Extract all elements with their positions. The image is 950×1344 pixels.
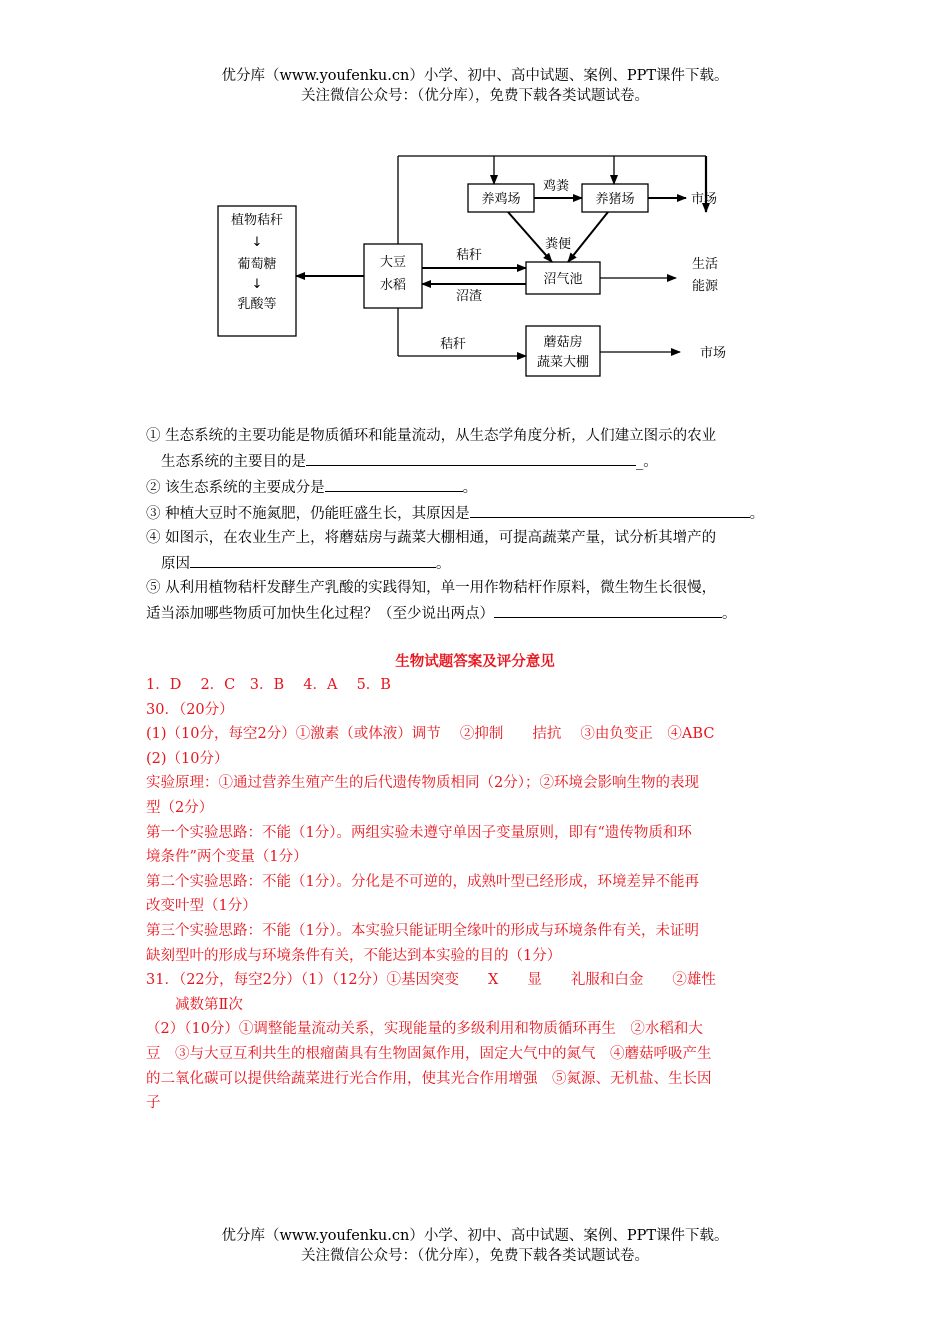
- question-4: [146, 526, 814, 576]
- straw-label-2: 秸秆: [440, 337, 467, 352]
- header-line-1: 优分库（www.youfenku.cn）小学、初中、高中试题、案例、PPT课件下载。: [221, 68, 729, 84]
- question-3-end: 。: [749, 506, 765, 522]
- answer-line: 30．（20分）: [146, 701, 234, 718]
- answers-block: [146, 673, 814, 1116]
- manure-label: 粪便: [545, 237, 572, 252]
- answer-blank-1[interactable]: [306, 448, 636, 466]
- chain-straw: 植物秸秆: [230, 213, 284, 228]
- answer-line: （2）（10分）①调整能量流动关系，实现能量的多级利用和物质循环再生 ②水稻和大: [146, 1021, 703, 1038]
- question-5-end: 。: [722, 606, 737, 622]
- question-4-end: 。: [436, 556, 451, 572]
- question-3-text: ③ 种植大豆时不施氮肥，仍能旺盛生长，其原因是: [146, 506, 470, 522]
- chicken-farm-label: 养鸡场: [481, 192, 521, 207]
- question-5-line-2: 适当添加哪些物质可加快生化过程？（至少说出两点）: [146, 606, 494, 622]
- answer-line: 1．D 2．C 3．B 4．A 5．B: [146, 677, 391, 693]
- residue-label: 沼渣: [456, 289, 483, 304]
- straw-label-1: 秸秆: [456, 248, 483, 263]
- question-4-line-2: 原因: [161, 556, 190, 572]
- answer-line: 第二个实验思路：不能（1分）。分化是不可逆的，成熟叶型已经形成，环境差异不能再: [146, 873, 699, 890]
- agro-ecosystem-diagram: [0, 0, 950, 400]
- question-1-line-1: ① 生态系统的主要功能是物质循环和能量流动，从生态学角度分析，人们建立图示的农业: [146, 428, 717, 444]
- answer-blank-5[interactable]: [494, 600, 722, 618]
- arrow-pig-manure: [568, 212, 608, 262]
- question-3: [146, 500, 814, 526]
- answer-line: 豆 ③与大豆互利共生的根瘤菌具有生物固氮作用，固定大气中的氮气 ④蘑菇呼吸产生: [146, 1045, 712, 1062]
- chain-arrow-2: ↓: [251, 277, 263, 292]
- question-5-line-1: ⑤ 从利用植物秸杆发酵生产乳酸的实践得知，单一用作物秸杆作原料，微生物生长很慢，: [146, 580, 717, 596]
- answer-line: 境条件”两个变量（1分）: [146, 849, 308, 866]
- energy-label-2: 能源: [692, 279, 719, 294]
- answer-blank-2[interactable]: [325, 474, 463, 492]
- question-2: [146, 474, 814, 500]
- answer-line: (2)（10分）: [146, 750, 229, 767]
- chain-arrow-1: ↓: [251, 235, 263, 250]
- answer-line: 改变叶型（1分）: [146, 898, 257, 915]
- page-footer: [0, 1226, 950, 1266]
- biogas-label: 沼气池: [543, 272, 583, 287]
- energy-label-1: 生活: [692, 257, 719, 272]
- answers-title: 生物试题答案及评分意见: [395, 654, 555, 670]
- answer-line: 第一个实验思路：不能（1分）。两组实验未遵守单因子变量原则，即有“遗传物质和环: [146, 824, 692, 841]
- question-4-line-1: ④ 如图示，在农业生产上，将蘑菇房与蔬菜大棚相通，可提高蔬菜产量，试分析其增产的: [146, 530, 717, 546]
- market-bottom-label: 市场: [700, 346, 727, 361]
- question-1-line-2: 生态系统的主要目的是: [161, 454, 306, 470]
- question-2-end: 。: [462, 480, 478, 496]
- soy-rice-box: [364, 244, 422, 308]
- question-5: [146, 576, 814, 626]
- answer-line: 31．（22分，每空2分）（1）（12分）①基因突变 X 显 礼服和白金 ②雄性: [146, 972, 716, 989]
- soy-label: 大豆: [379, 255, 407, 270]
- market-top-label: 市场: [691, 192, 718, 207]
- footer-line-2: 关注微信公众号：（优分库），免费下载各类试题试卷。: [301, 1248, 649, 1264]
- answer-line: 的二氧化碳可以提供给蔬菜进行光合作用，使其光合作用增强 ⑤氮源、无机盐、生长因: [146, 1070, 712, 1087]
- rice-label: 水稻: [379, 278, 407, 293]
- answer-line: 减数第Ⅱ次: [146, 996, 243, 1013]
- answer-blank-3[interactable]: [470, 500, 750, 518]
- pig-farm-label: 养猪场: [595, 192, 635, 207]
- answer-line: 实验原理：①通过营养生殖产生的后代遗传物质相同（2分）；②环境会影响生物的表现: [146, 775, 699, 792]
- header-line-2: 关注微信公众号：（优分库），免费下载各类试题试卷。: [301, 88, 649, 104]
- question-list: [146, 424, 814, 626]
- answer-blank-4[interactable]: [190, 550, 436, 568]
- question-1: [146, 424, 814, 474]
- answer-line: 缺刻型叶的形成与环境条件有关，不能达到本实验的目的（1分）: [146, 947, 562, 964]
- answer-line: 型（2分）: [146, 799, 214, 816]
- footer-line-1: 优分库（www.youfenku.cn）小学、初中、高中试题、案例、PPT课件下载。: [221, 1228, 729, 1244]
- greenhouse-label: 蔬菜大棚: [536, 355, 590, 370]
- chain-glucose: 葡萄糖: [237, 257, 277, 272]
- question-2-text: ② 该生态系统的主要成分是: [146, 480, 325, 496]
- question-1-end: _。: [636, 454, 658, 470]
- mushroom-label: 蘑菇房: [543, 335, 583, 350]
- answer-line: 第三个实验思路：不能（1分）。本实验只能证明全缘叶的形成与环境条件有关，未证明: [146, 922, 699, 939]
- chain-lactic: 乳酸等: [237, 297, 277, 312]
- answer-line: 子: [146, 1095, 161, 1112]
- answer-line: (1)（10分，每空2分）①激素（或体液）调节 ②抑制 拮抗 ③由负变正 ④ABC: [146, 726, 715, 743]
- chicken-manure-label: 鸡粪: [543, 179, 570, 194]
